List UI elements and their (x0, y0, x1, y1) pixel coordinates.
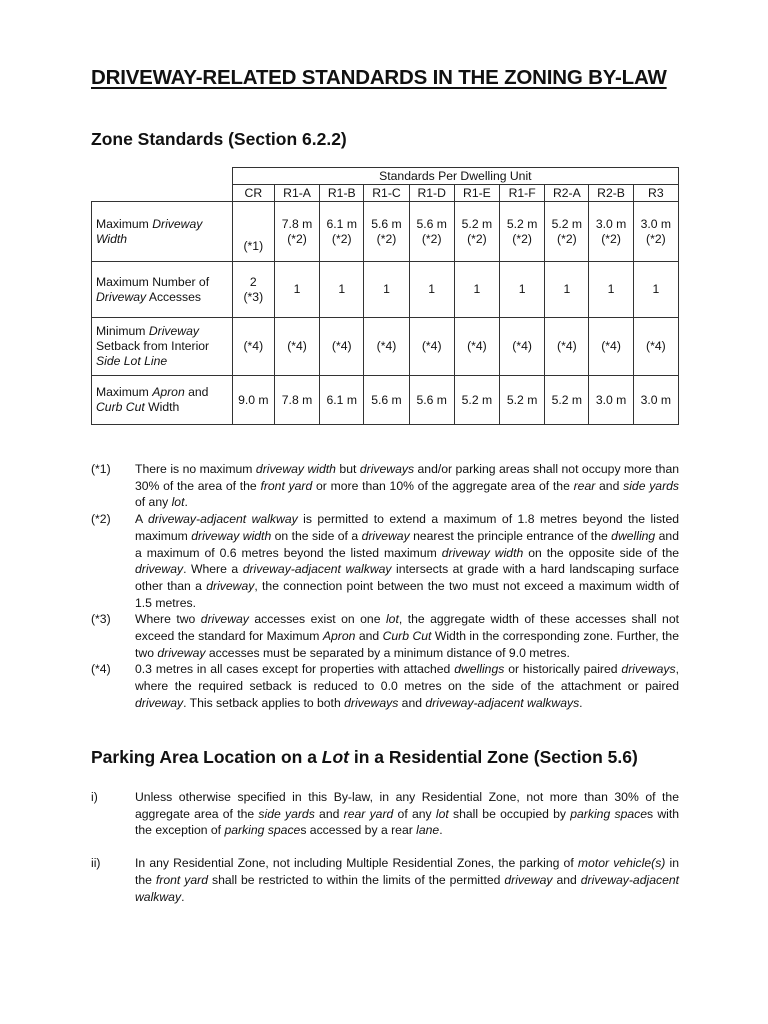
table-cell: 1 (409, 262, 454, 318)
table-cell: 7.8 m (274, 376, 319, 425)
list-item (91, 855, 679, 905)
list-item-text: In any Residential Zone, not including Multiple Residential Zones, the parking of motor vehicle(s) in the front yard shall be restricted to within the limits of the permitted driveway and driveway-adjacent walkway. (135, 856, 680, 904)
list-item-text: Unless otherwise specified in this By-law, in any Residential Zone, not more than 30% of the aggregate area of the side yards and rear yard of any lot shall be occupied by parking spaces with the exception of parking spaces accessed by a rear lane. (135, 790, 680, 838)
document-title: DRIVEWAY-RELATED STANDARDS IN THE ZONING BY-LAW (91, 66, 667, 89)
table-cell: 1 (545, 262, 589, 318)
column-header-row (92, 185, 679, 202)
footnote-text: There is no maximum driveway width but driveways and/or parking areas shall not occupy more than 30% of the area of the front yard or more than 10% of the aggregate area of the rear and side yards of any lot. (135, 462, 680, 510)
table-cell: 1 (320, 262, 364, 318)
footnotes (91, 461, 679, 712)
table-cell: (*4) (274, 318, 319, 376)
footnote-key: (*2) (91, 512, 111, 527)
zone-standards-table (91, 167, 679, 425)
column-header: R1-C (364, 185, 409, 202)
footnote-key: (*4) (91, 662, 111, 677)
super-header: Standards Per Dwelling Unit (232, 168, 678, 185)
footnote-text: A driveway-adjacent walkway is permitted to extend a maximum of 1.8 metres beyond the listed maximum driveway width on the side of a driveway nearest the principle entrance of the dwelling and a maximum of 0.6 metres beyond the listed maximum driveway width on the opposite side of the driveway. Where a driveway-adjacent walkway intersects at grade with a hard landscaping surface other than a driveway, the connection point between the two must not exceed a maximum width of 1.5 metres. (135, 512, 679, 610)
column-header: R1-A (274, 185, 319, 202)
table-cell: (*4) (409, 318, 454, 376)
table-cell: (*4) (633, 318, 678, 376)
footnote-key: (*1) (91, 462, 111, 476)
parking-location-heading: Parking Area Location on a Lot in a Residential Zone (Section 5.6) (91, 747, 638, 767)
column-header: R1-B (320, 185, 364, 202)
table-cell: (*1) (232, 202, 274, 262)
table-cell: 5.6 m (409, 376, 454, 425)
table-cell: 5.2 m (454, 376, 499, 425)
table-cell: 9.0 m (232, 376, 274, 425)
table-row (92, 318, 679, 376)
table-row (92, 202, 679, 262)
row-label: Maximum Driveway Width (92, 202, 233, 262)
table-cell: 1 (364, 262, 409, 318)
footnote-text: 0.3 metres in all cases except for properties with attached dwellings or historically paired driveways, where the required setback is reduced to 0.0 metres on the side of the attachment or paired driveway. This setback applies to both driveways and driveway-adjacent walkways. (135, 662, 679, 710)
list-item-key: ii) (91, 856, 101, 871)
row-label: Minimum Driveway Setback from Interior Side Lot Line (92, 318, 233, 376)
zone-standards-heading: Zone Standards (Section 6.2.2) (91, 129, 347, 149)
row-label: Maximum Apron and Curb Cut Width (92, 376, 233, 425)
table-cell: (*4) (232, 318, 274, 376)
table-cell: 1 (500, 262, 545, 318)
table-cell: 5.2 m (545, 376, 589, 425)
table-cell: 7.8 m (*2) (274, 202, 319, 262)
table-cell: 1 (633, 262, 678, 318)
column-header: CR (232, 185, 274, 202)
column-header: R3 (633, 185, 678, 202)
table-cell: 6.1 m (320, 376, 364, 425)
table-cell: 3.0 m (*2) (633, 202, 678, 262)
table-cell: 3.0 m (*2) (589, 202, 633, 262)
table-cell: 5.2 m (*2) (454, 202, 499, 262)
column-header: R1-F (500, 185, 545, 202)
list-item (91, 789, 679, 839)
table-cell: 3.0 m (633, 376, 678, 425)
table-corner (92, 168, 233, 185)
table-cell: 2 (*3) (232, 262, 274, 318)
table-cell: 1 (589, 262, 633, 318)
table-cell: 5.6 m (*2) (409, 202, 454, 262)
table-cell: 5.2 m (500, 376, 545, 425)
table-row (92, 262, 679, 318)
table-cell: 1 (274, 262, 319, 318)
footnote-text: Where two driveway accesses exist on one lot, the aggregate width of these accesses shall not exceed the standard for Maximum Apron and Curb Cut Width in the corresponding zone. Further, the two driveway accesses must be separated by a minimum distance of 9.0 metres. (135, 612, 680, 660)
row-label: Maximum Number of Driveway Accesses (92, 262, 233, 318)
footnote-3 (91, 611, 679, 661)
footnote-4 (91, 661, 679, 711)
list-item-key: i) (91, 790, 98, 804)
table-cell: (*4) (589, 318, 633, 376)
table-cell: (*4) (500, 318, 545, 376)
table-cell: 5.2 m (*2) (500, 202, 545, 262)
table-cell: (*4) (454, 318, 499, 376)
footnote-1 (91, 461, 679, 511)
table-cell: 3.0 m (589, 376, 633, 425)
column-header: R1-D (409, 185, 454, 202)
table-cell: 6.1 m (*2) (320, 202, 364, 262)
footnote-key: (*3) (91, 612, 111, 627)
table-cell: 5.2 m (*2) (545, 202, 589, 262)
table-cell: (*4) (320, 318, 364, 376)
table-row (92, 376, 679, 425)
table-cell: (*4) (364, 318, 409, 376)
table-cell: 1 (454, 262, 499, 318)
table-cell: 5.6 m (364, 376, 409, 425)
parking-rules-list (91, 789, 679, 921)
table-cell: (*4) (545, 318, 589, 376)
table-cell: 5.6 m (*2) (364, 202, 409, 262)
column-header: R1-E (454, 185, 499, 202)
footnote-2 (91, 511, 679, 611)
column-header: R2-B (589, 185, 633, 202)
column-header: R2-A (545, 185, 589, 202)
